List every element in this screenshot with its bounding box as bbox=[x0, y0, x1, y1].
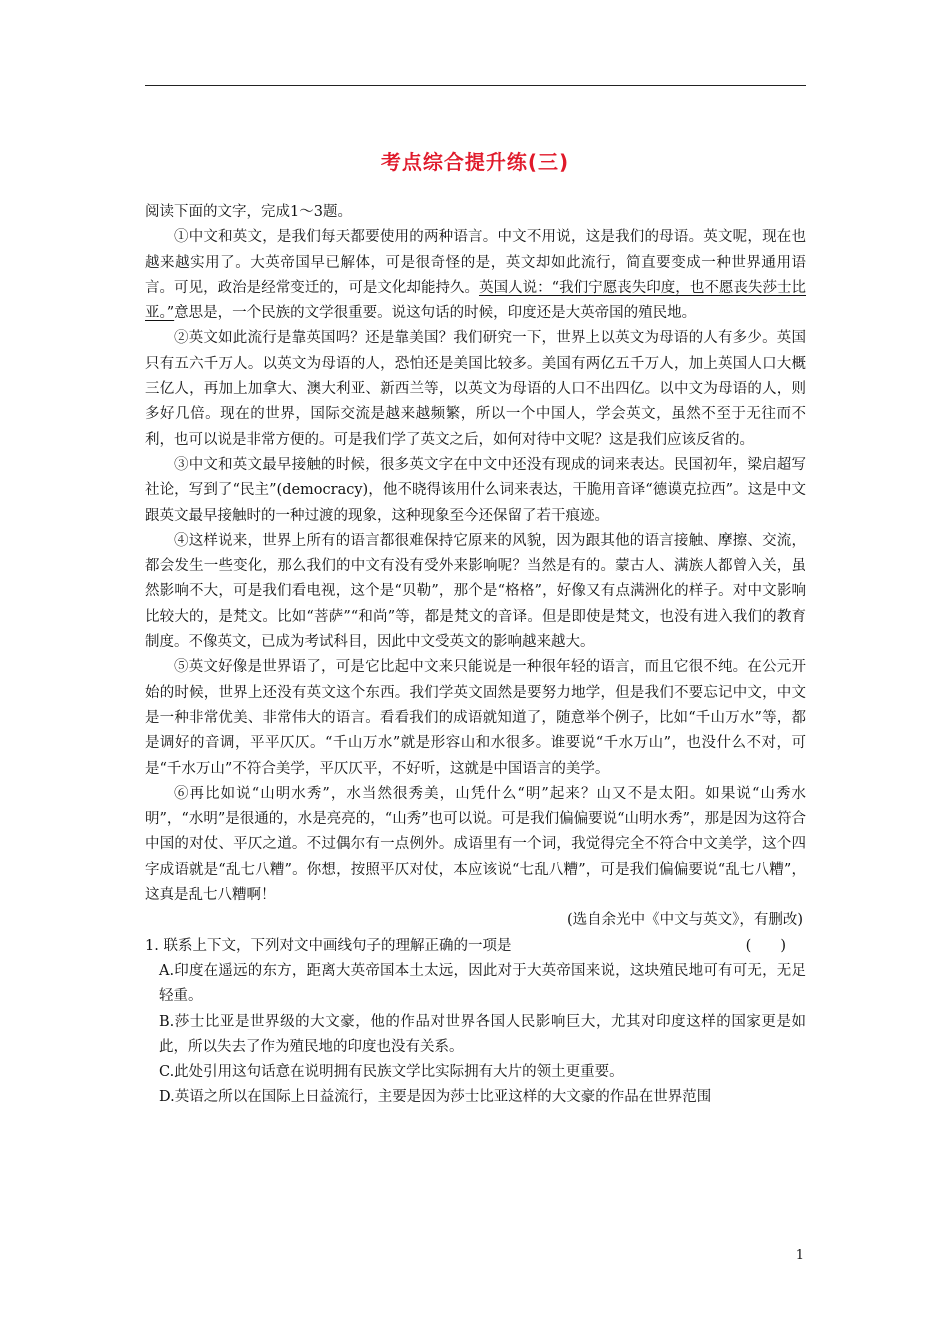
paragraph-2: ②英文如此流行是靠英国吗？还是靠美国？我们研究一下，世界上以英文为母语的人有多少。英国只有五六千万人。以英文为母语的人，恐怕还是美国比较多。美国有两亿五千万人，加上英国人口大概三亿人，再加上加拿大、澳大利亚、新西兰等，以英文为母语的人口不出四亿。以中文为母语的人，则多好几倍。现在的世界，国际交流是越来越频繁，所以一个中国人，学会英文，虽然不至于无往而不利，也可以说是非常方便的。可是我们学了英文之后，如何对待中文呢？这是我们应该反省的。 bbox=[145, 330, 806, 448]
answer-bracket: ( ) bbox=[745, 937, 786, 954]
document-body bbox=[145, 200, 806, 1111]
paragraph-3: ③中文和英文最早接触的时候，很多英文字在中文中还没有现成的词来表达。民国初年，梁启超写社论，写到了“民主”(democracy)，他不晓得该用什么词来表达，干脆用音译“德谟克拉西”。这是中文跟英文最早接触时的一种过渡的现象，这种现象至今还保留了若干痕迹。 bbox=[145, 456, 806, 524]
instructions: 阅读下面的文字，完成1～3题。 bbox=[145, 204, 352, 220]
paragraph-1-text-b: 意思是，一个民族的文学很重要。说这句话的时候，印度还是大英帝国的殖民地。 bbox=[174, 305, 697, 322]
option-a: A.印度在遥远的东方，距离大英帝国本土太远，因此对于大英帝国来说，这块殖民地可有可无，无足轻重。 bbox=[159, 962, 806, 1005]
question-1-text: 1. 联系上下文，下列对文中画线句子的理解正确的一项是 bbox=[145, 937, 512, 954]
question-1-stem bbox=[145, 934, 806, 959]
header-rule bbox=[145, 85, 806, 86]
underlined-sentence: 英国人说：“我们宁愿丧失印度，也不愿丧失莎士比亚。” bbox=[145, 279, 807, 322]
paragraph-4: ④这样说来，世界上所有的语言都很难保持它原来的风貌，因为跟其他的语言接触、摩擦、交流，都会发生一些变化，那么我们的中文有没有受外来影响呢？当然是有的。蒙古人、满族人都曾入关，虽然影响不大，可是我们看电视，这个是“贝勒”，那个是“格格”，好像又有点满洲化的样子。对中文影响比较大的，是梵文。比如“菩萨”“和尚”等，都是梵文的音译。但是即使是梵文，也没有进入我们的教育制度。不像英文，已成为考试科目，因此中文受英文的影响越来越大。 bbox=[145, 532, 806, 651]
paragraph-1 bbox=[145, 225, 806, 326]
option-d: D.英语之所以在国际上日益流行，主要是因为莎士比亚这样的大文豪的作品在世界范围 bbox=[159, 1089, 712, 1106]
page-number: 1 bbox=[795, 1248, 804, 1263]
source-citation: (选自余光中《中文与英文》，有删改) bbox=[566, 912, 803, 929]
paragraph-1-text-a: ①中文和英文，是我们每天都要使用的两种语言。中文不用说，这是我们的母语。英文呢，现在也越来越实用了。大英帝国早已解体，可是很奇怪的是，英文却如此流行，简直要变成一种世界通用语言。可见，政治是经常变迁的，可是文化却能持久。 bbox=[145, 229, 806, 296]
paragraph-5: ⑤英文好像是世界语了，可是它比起中文来只能说是一种很年轻的语言，而且它很不纯。在公元开始的时候，世界上还没有英文这个东西。我们学英文固然是要努力地学，但是我们不要忘记中文，中文是一种非常优美、非常伟大的语言。看看我们的成语就知道了，随意举个例子，比如“千山万水”等，都是调好的音调，平平仄仄。“千山万水”就是形容山和水很多。谁要说“千水万山”，也没什么不对，可是“千水万山”不符合美学，平仄仄平，不好听，这就是中国语言的美学。 bbox=[145, 659, 806, 777]
option-b: B.莎士比亚是世界级的大文豪，他的作品对世界各国人民影响巨大，尤其对印度这样的国家更是如此，所以失去了作为殖民地的印度也没有关系。 bbox=[159, 1013, 806, 1055]
option-c: C.此处引用这句话意在说明拥有民族文学比实际拥有大片的领土更重要。 bbox=[159, 1064, 624, 1081]
question-1 bbox=[145, 934, 806, 1111]
page-title: 考点综合提升练(三) bbox=[380, 150, 570, 174]
paragraph-6: ⑥再比如说“山明水秀”，水当然很秀美，山凭什么“明”起来？山又不是太阳。如果说“山秀水明”，“水明”是很通的，水是亮亮的，“山秀”也可以说。可是我们偏偏要说“山明水秀”，那是因为这符合中国的对仗、平仄之道。不过偶尔有一点例外。成语里有一个词，我觉得完全不符合中文美学，这个四字成语就是“乱七八糟”。你想，按照平仄对仗，本应该说“七乱八糟”，可是我们偏偏要说“乱七八糟”，这真是乱七八糟啊！ bbox=[145, 785, 806, 904]
